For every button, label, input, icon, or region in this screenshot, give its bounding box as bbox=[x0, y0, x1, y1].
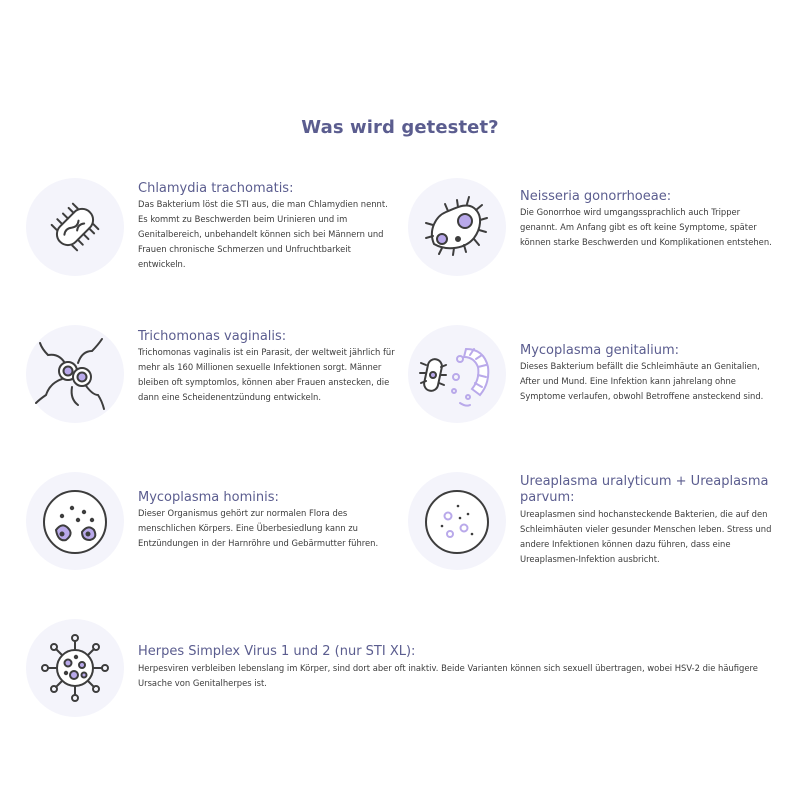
cell-icon bbox=[408, 472, 506, 570]
card-text: Herpesviren verbleiben lebenslang im Körper, sind dort aber oft inaktiv. Beide Varianten können sich sexuell übertragen, wobei HSV-2 die häufigere Ursache von Genitalherpes ist. bbox=[138, 663, 758, 688]
card-title: Mycoplasma genitalium: bbox=[520, 343, 680, 358]
card-text: Das Bakterium löst die STI aus, die man Chlamydien nennt. Es kommt zu Beschwerden beim Urinieren und im Genitalbereich, unbehandelt können sich bei Männern und Frauen chronische Schmerzen und Unfruchtbarkeit entwickeln. bbox=[138, 199, 388, 269]
card-title: Herpes Simplex Virus 1 und 2 (nur STI XL): bbox=[138, 644, 416, 659]
icon-circle bbox=[26, 178, 124, 276]
card-title: Chlamydia trachomatis: bbox=[138, 181, 294, 196]
card-title: Neisseria gonorrhoeae: bbox=[520, 189, 672, 204]
page-title: Was wird getestet? bbox=[301, 117, 499, 138]
card-title: Mycoplasma hominis: bbox=[138, 490, 279, 505]
icon-circle bbox=[26, 619, 124, 717]
mycoplasma-icon bbox=[408, 325, 506, 423]
card-text: Trichomonas vaginalis ist ein Parasit, der weltweit jährlich für mehr als 160 Millionen sexuelle Infektionen sorgt. Männer bleiben oft symptomlos, können aber Frauen anstecken, die dann eine Scheidenentzündung entwickeln. bbox=[138, 347, 395, 402]
icon-circle bbox=[26, 325, 124, 423]
virus-icon bbox=[26, 619, 124, 717]
card-text: Die Gonorrhoe wird umgangssprachlich auch Tripper genannt. Am Anfang gibt es oft keine Symptome, später können starke Beschwerden und Komplikationen entstehen. bbox=[520, 207, 772, 247]
card-text: Ureaplasmen sind hochansteckende Bakterien, die auf den Schleimhäuten vieler gesunder Menschen leben. Stress und andere Infektionen können dazu führen, dass eine Ureaplasmen-Infektion ausbricht. bbox=[520, 509, 772, 564]
icon-circle bbox=[408, 472, 506, 570]
petri-dish-icon bbox=[26, 472, 124, 570]
card-title: Ureaplasma uralyticum + Ureaplasma parvum: bbox=[520, 474, 769, 505]
icon-circle bbox=[26, 472, 124, 570]
icon-circle bbox=[408, 325, 506, 423]
bacterium-icon bbox=[26, 178, 124, 276]
microbe-icon bbox=[408, 178, 506, 276]
card-text: Dieser Organismus gehört zur normalen Flora des menschlichen Körpers. Eine Überbesiedlung kann zu Entzündungen in der Harnröhre und Gebärmutter führen. bbox=[138, 508, 379, 548]
card-text: Dieses Bakterium befällt die Schleimhäute an Genitalien, After und Mund. Eine Infektion kann jahrelang ohne Symptome verlaufen, obwohl Betroffene ansteckend sind. bbox=[520, 361, 764, 401]
card-title: Trichomonas vaginalis: bbox=[138, 329, 287, 344]
parasite-icon bbox=[26, 325, 124, 423]
icon-circle bbox=[408, 178, 506, 276]
